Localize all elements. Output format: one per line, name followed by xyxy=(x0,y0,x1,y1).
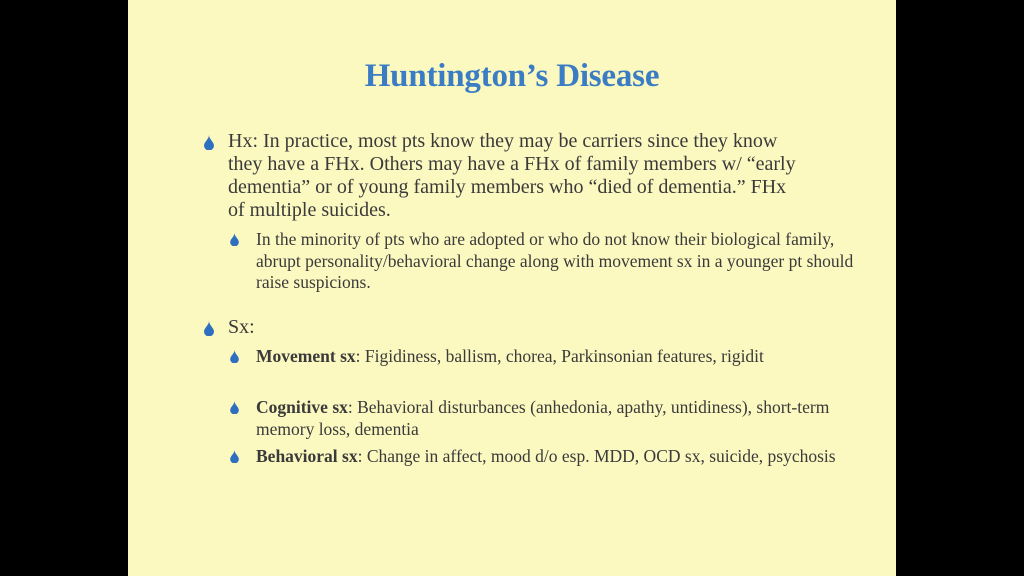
movement-text xyxy=(256,346,870,368)
hx-sub-text: In the minority of pts who are adopted or who do not know their biological family, abrupt personality/behavioral change along with movement sx in a younger pt should raise suspicions. xyxy=(256,229,854,292)
sx-label: Sx: xyxy=(228,316,255,338)
drop-bullet-icon xyxy=(204,135,214,150)
bullet-movement xyxy=(230,346,870,368)
drop-bullet-icon xyxy=(230,450,239,463)
bullet-cognitive xyxy=(230,397,870,440)
cognitive-text xyxy=(256,397,870,440)
drop-bullet-icon xyxy=(204,321,214,336)
behavioral-desc: : Change in affect, mood d/o esp. MDD, OCD sx, suicide, psychosis xyxy=(357,446,836,466)
drop-bullet-icon xyxy=(230,233,239,246)
behavioral-term: Behavioral sx xyxy=(256,446,358,466)
bullet-hx-sub xyxy=(230,229,870,294)
bullet-hx xyxy=(204,130,804,222)
slide xyxy=(128,0,896,576)
slide-title: Huntington’s Disease xyxy=(364,58,660,94)
hx-text: Hx: In practice, most pts know they may be carriers since they know they have a FHx. Others may have a FHx of family members w/ “early dementia” or of young family members who “died of dementia.” FHx of multiple suicides. xyxy=(228,130,796,221)
movement-desc: : Figidiness, ballism, chorea, Parkinsonian features, rigidit xyxy=(355,346,764,366)
behavioral-text xyxy=(256,446,870,468)
slide-content xyxy=(128,0,896,576)
movement-term: Movement sx xyxy=(256,346,356,366)
cognitive-term: Cognitive sx xyxy=(256,397,348,417)
drop-bullet-icon xyxy=(230,350,239,363)
bullet-behavioral xyxy=(230,446,870,468)
drop-bullet-icon xyxy=(230,401,239,414)
bullet-sx xyxy=(204,316,804,339)
cognitive-desc: : Behavioral disturbances (anhedonia, apathy, untidiness), short-term memory loss, dementia xyxy=(256,397,830,439)
